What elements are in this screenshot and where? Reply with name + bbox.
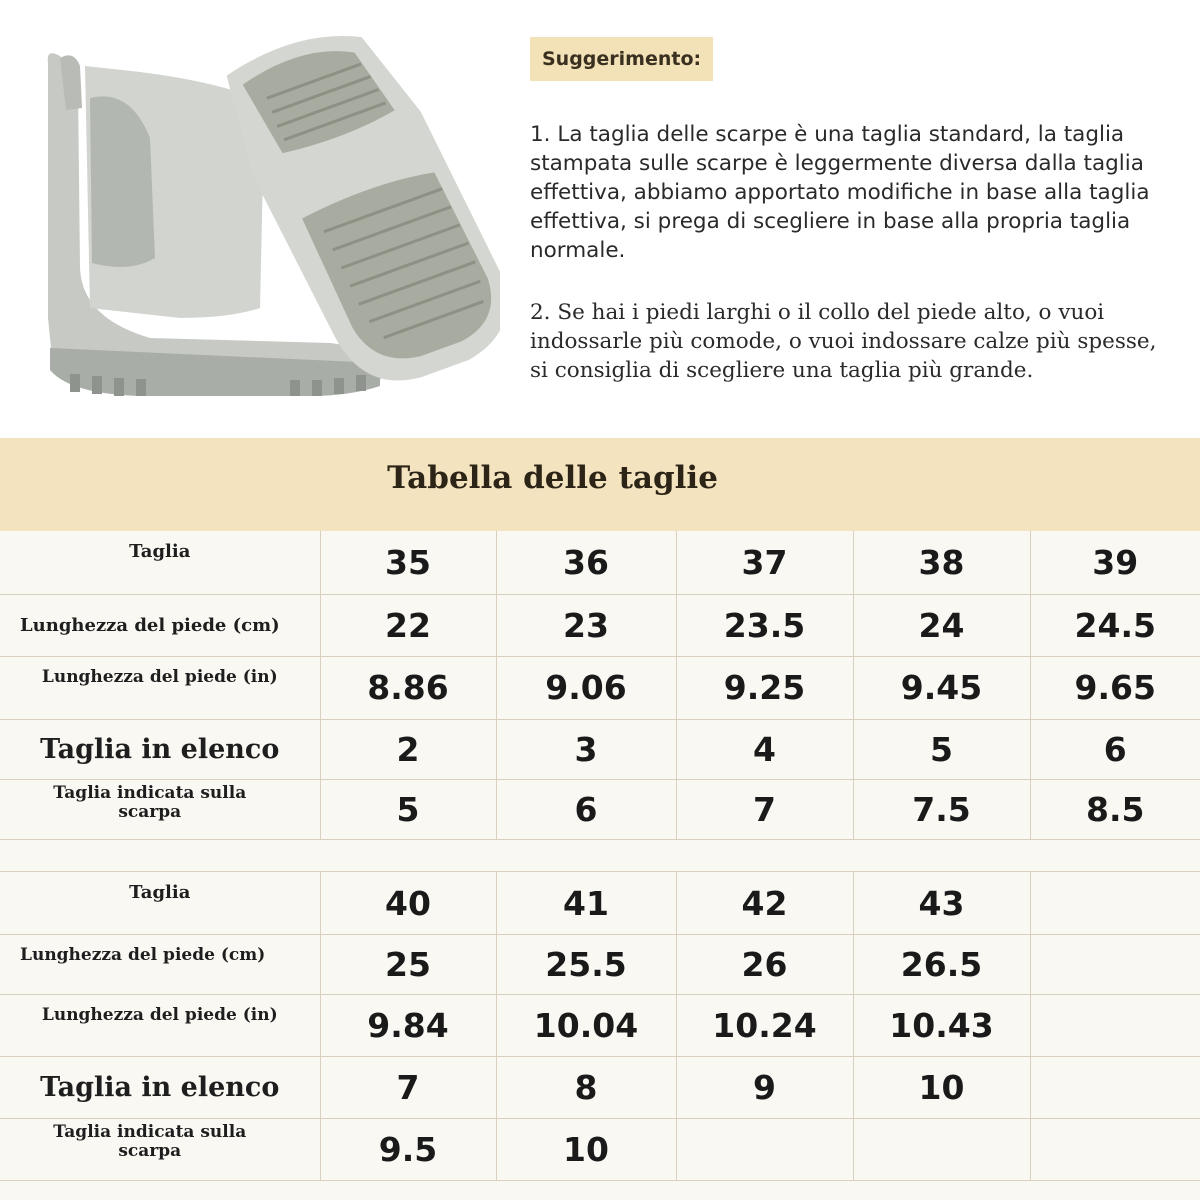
- table-cell: 35: [320, 531, 496, 594]
- table-row: [0, 779, 1200, 839]
- table-cell: 8.86: [320, 656, 496, 719]
- table-cell: 7.5: [853, 779, 1030, 839]
- size-table-2: [0, 871, 1200, 1181]
- row-label: Lunghezza del piede (cm): [0, 594, 320, 656]
- table-cell: 6: [496, 779, 676, 839]
- table-cell: 25: [320, 935, 496, 995]
- table-cell: 23.5: [676, 594, 853, 656]
- table-cell: 38: [853, 531, 1030, 594]
- row-label: Taglia: [0, 872, 320, 935]
- table-cell: 9.84: [320, 995, 496, 1057]
- table-cell: 9.25: [676, 656, 853, 719]
- table-cell: 9.06: [496, 656, 676, 719]
- tip-point-2: 2. Se hai i piedi larghi o il collo del piede alto, o vuoi indossarle più comode, o vuoi indossare calze più spesse, si consiglia di scegliere una taglia più grande.: [530, 300, 1157, 383]
- table-cell: 10.43: [853, 995, 1030, 1057]
- table-cell: 10: [496, 1119, 676, 1181]
- table-cell: 5: [853, 719, 1030, 779]
- table-cell: 39: [1030, 531, 1200, 594]
- row-label: Lunghezza del piede (cm): [0, 935, 320, 995]
- table-row: [0, 995, 1200, 1057]
- table-cell: 10.04: [496, 995, 676, 1057]
- table-cell: 42: [676, 872, 853, 935]
- table-cell: 9.65: [1030, 656, 1200, 719]
- table-cell: 23: [496, 594, 676, 656]
- table-cell: 10.24: [676, 995, 853, 1057]
- table-row: [0, 1119, 1200, 1181]
- table-row: [0, 935, 1200, 995]
- table-row: [0, 719, 1200, 779]
- tip-point-1: 1. La taglia delle scarpe è una taglia standard, la taglia stampata sulle scarpe è leggermente diversa dalla taglia effettiva, abbiamo apportato modifiche in base alla taglia effettiva, si prega di scegliere in base alla propria taglia normale.: [530, 122, 1150, 263]
- table-cell: 10: [853, 1057, 1030, 1119]
- table-cell: 4: [676, 719, 853, 779]
- table-cell: 24.5: [1030, 594, 1200, 656]
- table-cell: 9: [676, 1057, 853, 1119]
- table-cell: [1030, 1057, 1200, 1119]
- row-label: Lunghezza del piede (in): [0, 995, 320, 1057]
- table-cell: 40: [320, 872, 496, 935]
- table-cell: 37: [676, 531, 853, 594]
- table-cell: 7: [676, 779, 853, 839]
- table-cell: 5: [320, 779, 496, 839]
- table-cell: 9.45: [853, 656, 1030, 719]
- row-label: Taglia: [0, 531, 320, 594]
- table-cell: 26.5: [853, 935, 1030, 995]
- row-label: Taglia indicata sulla scarpa: [0, 779, 320, 839]
- table-cell: 24: [853, 594, 1030, 656]
- table-title: Tabella delle taglie: [387, 460, 718, 496]
- tip-heading: Suggerimento:: [530, 37, 713, 81]
- table-cell: [1030, 872, 1200, 935]
- table-cell: 6: [1030, 719, 1200, 779]
- table-row: [0, 872, 1200, 935]
- row-label: Taglia in elenco: [0, 1057, 320, 1119]
- row-label: Taglia indicata sulla scarpa: [0, 1119, 320, 1181]
- table-cell: 25.5: [496, 935, 676, 995]
- table-cell: 41: [496, 872, 676, 935]
- table-row: [0, 531, 1200, 594]
- table-cell: 3: [496, 719, 676, 779]
- row-label: Lunghezza del piede (in): [0, 656, 320, 719]
- table-cell: 8.5: [1030, 779, 1200, 839]
- table-cell: [1030, 1119, 1200, 1181]
- table-row: [0, 656, 1200, 719]
- table-cell: 8: [496, 1057, 676, 1119]
- size-table-1: [0, 531, 1200, 840]
- table-cell: 22: [320, 594, 496, 656]
- boots-product-image: [30, 18, 500, 403]
- table-cell: 36: [496, 531, 676, 594]
- table-row: [0, 1057, 1200, 1119]
- table-cell: [1030, 935, 1200, 995]
- table-cell: 2: [320, 719, 496, 779]
- table-cell: [853, 1119, 1030, 1181]
- table-cell: 7: [320, 1057, 496, 1119]
- table-row: [0, 594, 1200, 656]
- table-cell: 26: [676, 935, 853, 995]
- table-cell: 43: [853, 872, 1030, 935]
- table-cell: [676, 1119, 853, 1181]
- table-cell: 9.5: [320, 1119, 496, 1181]
- row-label: Taglia in elenco: [0, 719, 320, 779]
- table-cell: [1030, 995, 1200, 1057]
